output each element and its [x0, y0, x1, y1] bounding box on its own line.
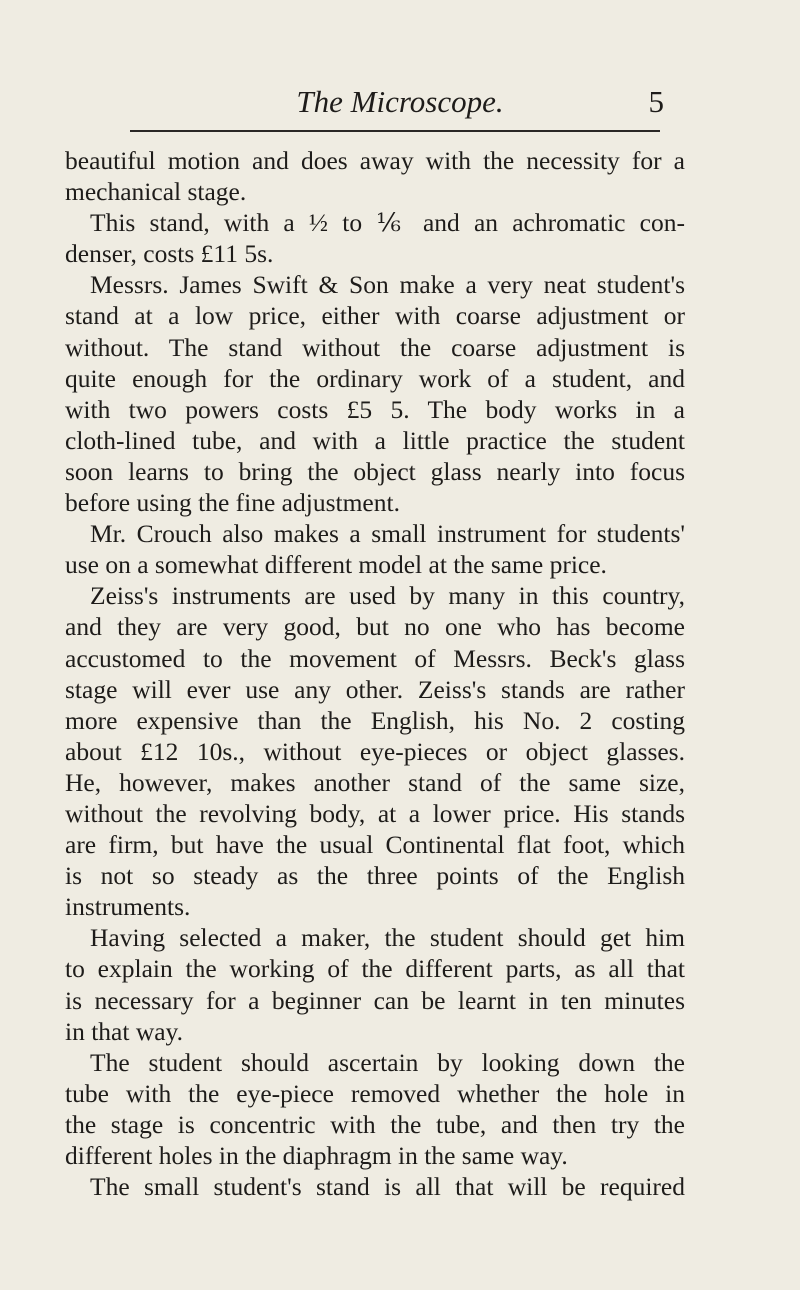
text-line: the stage is concentric with the tube, and then try the [65, 1109, 685, 1139]
text-line: Zeiss's instruments are used by many in this country, [90, 581, 685, 611]
header-rule [130, 130, 660, 132]
running-title: The Microscope. [296, 84, 504, 119]
text-line: mechanical stage. [65, 177, 247, 207]
text-line: quite enough for the ordinary work of a student, and [65, 363, 685, 393]
text-line: to explain the working of the different parts, as all that [65, 954, 685, 984]
text-line: stand at a low price, either with coarse adjustment or [65, 301, 685, 331]
text-line: accustomed to the movement of Messrs. Beck's glass [65, 643, 685, 673]
text-line: is not so steady as the three points of the English [65, 861, 685, 891]
text-line: cloth-lined tube, and with a little practice the student [65, 425, 685, 455]
text-line: This stand, with a ½ to ⅙ and an achromatic con- [90, 208, 685, 238]
text-line: is necessary for a beginner can be learnt in ten minutes [65, 985, 685, 1015]
text-line: Messrs. James Swift & Son make a very neat student's [90, 270, 685, 300]
text-line: use on a somewhat different model at the same price. [65, 550, 607, 580]
text-line: soon learns to bring the object glass nearly into focus [65, 456, 685, 486]
text-line: in that way. [65, 1016, 184, 1046]
text-line: instruments. [65, 892, 191, 922]
text-line: denser, costs £11 5s. [65, 239, 274, 269]
page-number: 5 [648, 84, 664, 119]
text-line: tube with the eye-piece removed whether the hole in [65, 1078, 685, 1108]
text-line: without the revolving body, at a lower price. His stands [65, 798, 685, 828]
body-text [65, 145, 685, 1202]
text-line: before using the fine adjustment. [65, 488, 400, 518]
text-line: The student should ascertain by looking down the [90, 1047, 685, 1077]
text-line: Mr. Crouch also makes a small instrument for students' [90, 519, 685, 549]
text-line: without. The stand without the coarse adjustment is [65, 332, 685, 362]
text-line: and they are very good, but no one who has become [65, 612, 685, 642]
text-line: He, however, makes another stand of the same size, [65, 767, 685, 797]
text-line: Having selected a maker, the student should get him [90, 923, 685, 953]
page-header [130, 82, 670, 128]
text-line: different holes in the diaphragm in the same way. [65, 1141, 568, 1170]
text-line: about £12 10s., without eye-pieces or object glasses. [65, 736, 685, 766]
text-line: more expensive than the English, his No. 2 costing [65, 705, 685, 735]
text-line: beautiful motion and does away with the necessity for a [65, 146, 685, 175]
text-line: are firm, but have the usual Continental flat foot, which [65, 830, 685, 860]
text-line: stage will ever use any other. Zeiss's stands are rather [65, 674, 685, 704]
text-line: with two powers costs £5 5. The body works in a [65, 394, 685, 424]
text-line: The small student's stand is all that will be required [90, 1172, 685, 1202]
